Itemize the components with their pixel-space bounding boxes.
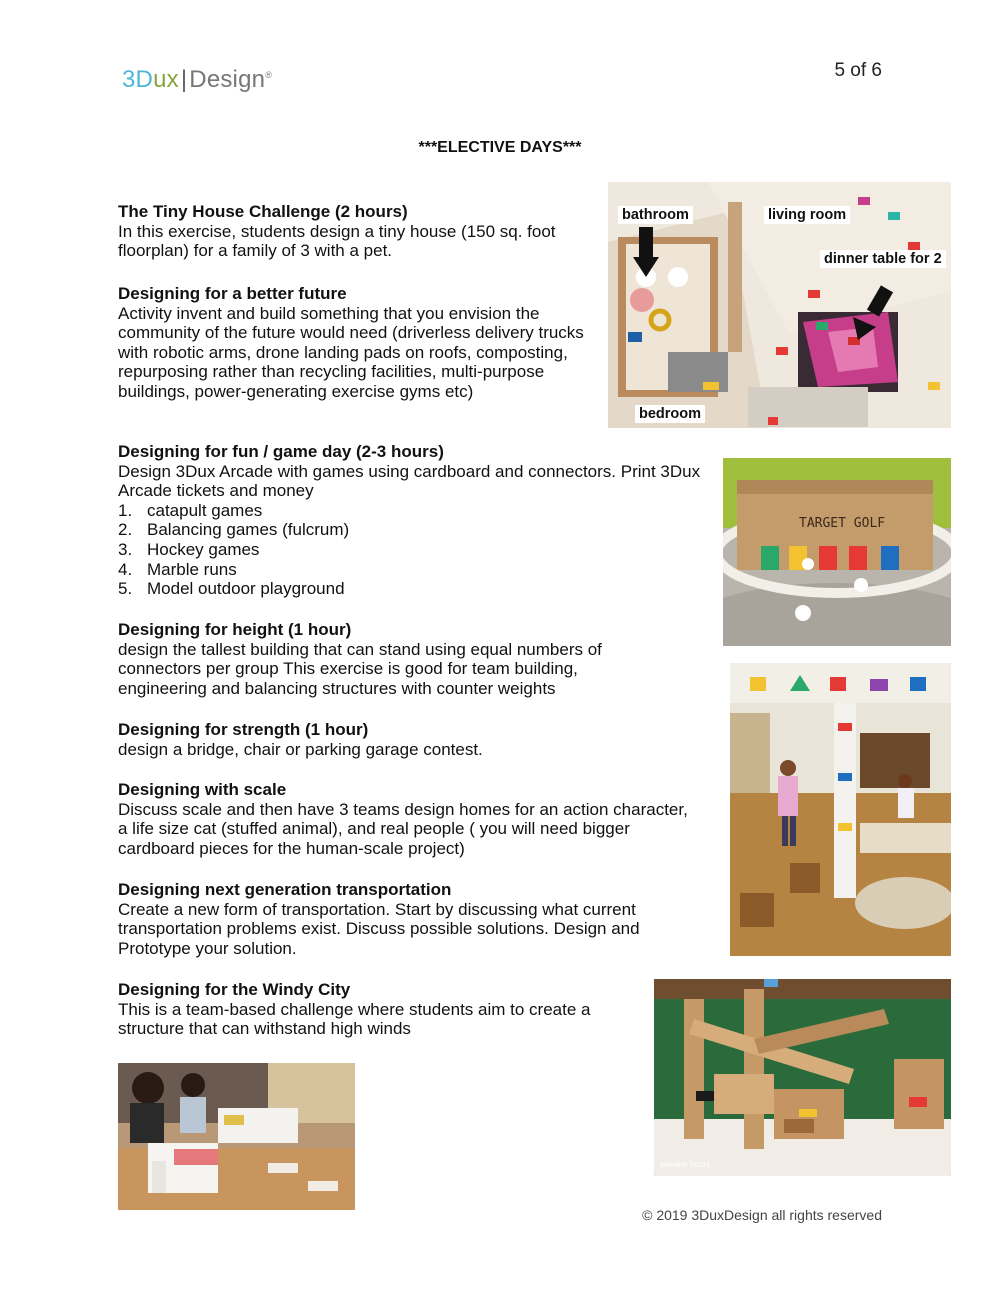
- section-better-future: [118, 284, 588, 402]
- section-title: Designing for the Windy City: [118, 980, 351, 999]
- section-body: Discuss scale and then have 3 teams design homes for an action character, a life size cat (stuffed animal), and real people ( you will need bigger cardboard pieces for the human-scale project): [118, 799, 688, 858]
- classroom-tower-photo: [730, 663, 951, 956]
- target-golf-photo: [723, 458, 951, 646]
- section-body: This is a team-based challenge where students aim to create a structure that can withstand high winds: [118, 999, 591, 1039]
- section-title: Designing for strength (1 hour): [118, 720, 369, 739]
- kids-building-photo: [118, 1063, 355, 1210]
- target-golf-illustration: [723, 458, 951, 646]
- list-item: 3. Hockey games: [118, 539, 260, 559]
- section-title: Designing for height (1 hour): [118, 620, 352, 639]
- section-title: Designing with scale: [118, 780, 287, 799]
- section-windy-city: [118, 980, 638, 1039]
- section-title: The Tiny House Challenge (2 hours): [118, 202, 408, 221]
- section-tiny-house: [118, 202, 593, 261]
- target-golf-label: TARGET GOLF: [799, 516, 886, 531]
- section-body: Design 3Dux Arcade with games using cardboard and connectors. Print 3Dux Arcade tickets and money: [118, 461, 701, 501]
- section-title: Designing next generation transportation: [118, 880, 452, 899]
- logo-divider: |: [180, 66, 188, 93]
- copyright-footer: © 2019 3DuxDesign all rights reserved: [642, 1207, 882, 1223]
- section-title: Designing for fun / game day (2-3 hours): [118, 442, 444, 461]
- section-body: design a bridge, chair or parking garage contest.: [118, 739, 483, 759]
- section-title: Designing for a better future: [118, 284, 347, 303]
- page-heading: ***ELECTIVE DAYS***: [418, 139, 582, 156]
- logo-part-design: Design: [189, 66, 266, 93]
- section-strength: [118, 720, 658, 759]
- logo-registered-mark: ®: [265, 70, 273, 80]
- list-item: 2. Balancing games (fulcrum): [118, 520, 350, 540]
- label-bedroom: bedroom: [635, 405, 705, 423]
- marble-run-illustration: [654, 979, 951, 1176]
- section-transportation: [118, 880, 693, 958]
- photo-caption-sweater-hours: sweater hours: [660, 1160, 711, 1169]
- list-item: 1. catapult games: [118, 500, 263, 520]
- section-fun-game-day: [118, 442, 708, 599]
- logo-part-3d: 3D: [122, 66, 154, 93]
- list-item: 5. Model outdoor playground: [118, 579, 345, 599]
- brand-logo: [122, 66, 272, 94]
- logo-part-ux: ux: [153, 66, 179, 93]
- game-list: [118, 501, 708, 599]
- list-item: 4. Marble runs: [118, 559, 237, 579]
- section-body: design the tallest building that can stand using equal numbers of connectors per group This exercise is good for team building, engineering and balancing structures with counter weights: [118, 639, 602, 698]
- page-number: 5 of 6: [834, 60, 882, 81]
- section-body: Create a new form of transportation. Start by discussing what current transportation problems exist. Discuss possible solutions. Design and Prototype your solution.: [118, 899, 640, 958]
- kids-building-illustration: [118, 1063, 355, 1210]
- marble-run-photo: [654, 979, 951, 1176]
- classroom-tower-illustration: [730, 663, 951, 956]
- section-scale: [118, 780, 698, 858]
- tiny-house-photo: [608, 182, 951, 428]
- label-dinner-table: dinner table for 2: [820, 250, 946, 268]
- label-living-room: living room: [764, 206, 850, 224]
- section-body: In this exercise, students design a tiny house (150 sq. foot floorplan) for a family of 3 with a pet.: [118, 221, 556, 261]
- section-height: [118, 620, 658, 698]
- label-bathroom: bathroom: [618, 206, 693, 224]
- section-body: Activity invent and build something that you envision the community of the future would need (driverless delivery trucks with robotic arms, drone landing pads on roofs, composting, repurposing rather than recycling facilities, multi-purpose buildings, power-generating exercise gyms etc): [118, 303, 584, 401]
